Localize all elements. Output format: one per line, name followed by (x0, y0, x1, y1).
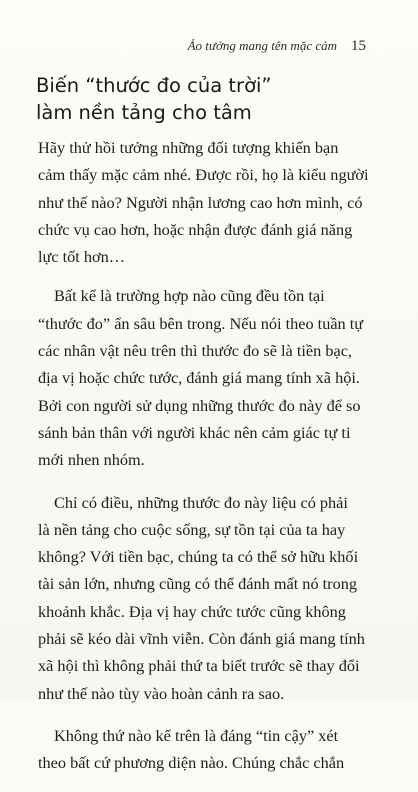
text-line: Bất kể là trường hợp nào cũng đều tồn tại (54, 286, 325, 306)
text-line: là nền tảng cho cuộc sống, sự tồn tại của ta hay (38, 519, 346, 539)
text-line: cảm thấy mặc cảm nhé. Được rồi, họ là kiểu người (38, 165, 369, 185)
text-line: như thế nào tùy vào hoàn cảnh ra sao. (38, 683, 285, 703)
text-line: xã hội thì không phải thứ ta biết trước sẽ thay đổi (38, 656, 360, 676)
text-line: các nhân vật nêu trên thì thước đo sẽ là tiền bạc, (38, 341, 352, 361)
text-line: chức vụ cao hơn, hoặc nhận được đánh giá năng (38, 219, 353, 239)
text-line: sánh bản thân với người khác nên cảm giác tự ti (38, 422, 351, 442)
paragraph (38, 489, 378, 707)
text-line: Không thứ nào kể trên là đáng “tin cậy” xét (54, 725, 339, 745)
text-line: “thước đo” ẩn sâu bên trong. Nếu nói theo tuần tự (38, 313, 364, 333)
page-number: 15 (351, 38, 366, 54)
paragraph (38, 134, 378, 270)
text-line: khoảnh khắc. Địa vị hay chức tước cũng không (38, 601, 346, 621)
text-line: mới nhen nhóm. (38, 450, 145, 470)
text-line: lực tốt hơn… (38, 247, 126, 267)
text-line: Bởi con người sử dụng những thước đo này để so (38, 395, 361, 415)
text-line: Hãy thử hồi tưởng những đối tượng khiến bạn (38, 138, 339, 157)
section-heading (36, 72, 366, 126)
page-header (188, 38, 366, 55)
text-line: Chỉ có điều, những thước đo này liệu có phải (54, 492, 348, 512)
paragraph (38, 722, 378, 777)
paragraph (38, 282, 378, 473)
text-line: như thế nào? Người nhận lương cao hơn mình, có (38, 192, 363, 212)
text-line: địa vị hoặc chức tước, đánh giá mang tính xã hội. (38, 368, 360, 388)
section-heading-line: Biến “thước đo của trời” (36, 74, 272, 97)
text-line: phải sẽ kéo dài vĩnh viễn. Còn đánh giá mang tính (38, 629, 365, 649)
running-title: Ảo tưởng mang tên mặc cảm (187, 38, 337, 53)
text-line: tài sản lớn, nhưng cũng có thể đánh mất nó trong (38, 574, 358, 594)
text-line: theo bất cứ phương diện nào. Chúng chắc chắn (38, 753, 345, 773)
body-text (38, 134, 378, 792)
text-line: không? Với tiền bạc, chúng ta có thể sở hữu khối (38, 547, 359, 567)
section-heading-line: làm nền tảng cho tâm (36, 101, 252, 124)
